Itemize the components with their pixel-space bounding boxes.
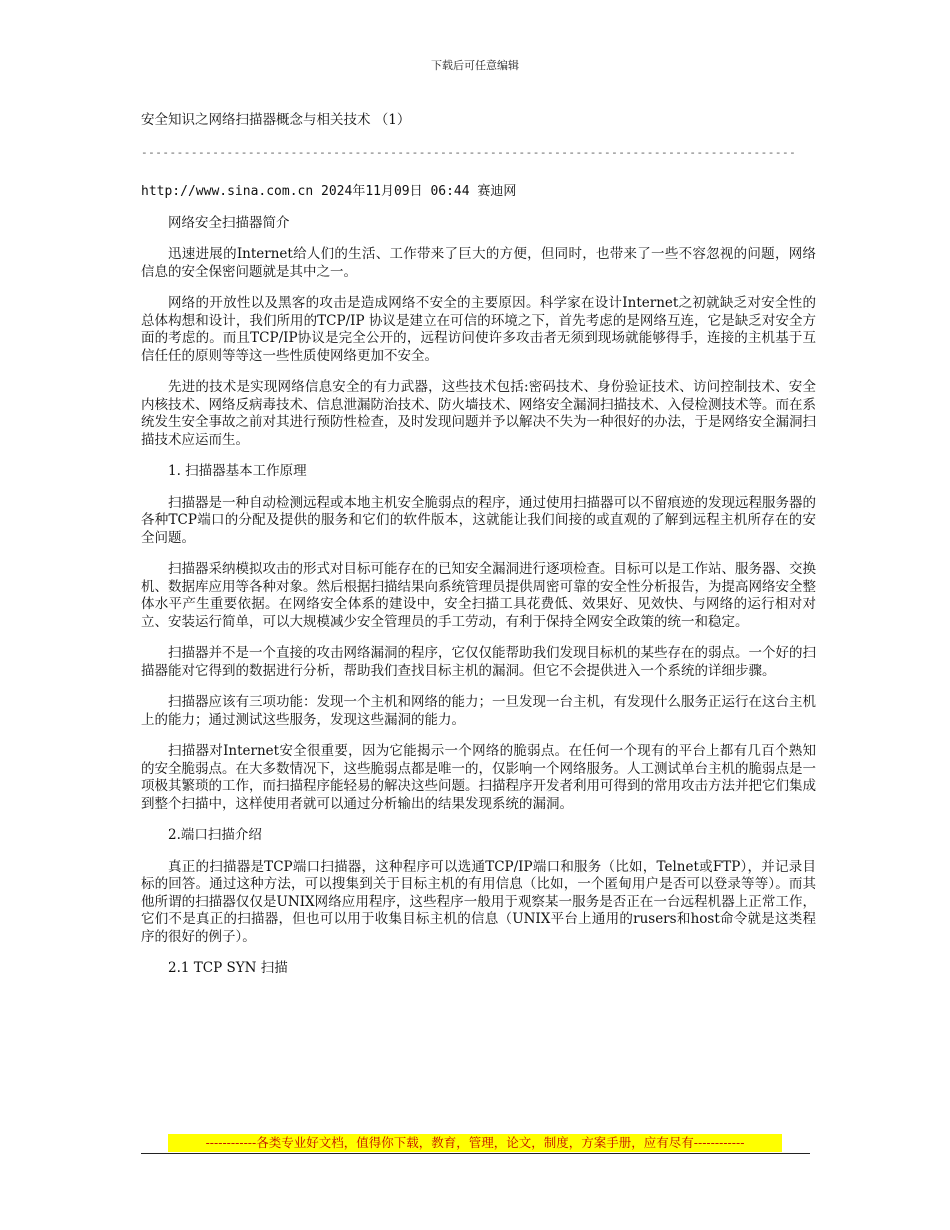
- divider-line: --------------------------------------------------------------------------------------------: [141, 145, 797, 159]
- section-heading: 网络安全扫描器简介: [168, 214, 290, 231]
- document-body: [141, 112, 816, 992]
- paragraph: 扫描器采纳模拟攻击的形式对目标可能存在的已知安全漏洞进行逐项检查。目标可以是工作站、服务器、交换机、数据库应用等各种对象。然后根据扫描结果向系统管理员提供周密可靠的安全性分析报告，为提高网络安全整体水平产生重要依据。在网络安全体系的建设中，安全扫描工具花费低、效果好、见效快、与网络的运行相对对立、安装运行简单，可以大规模减少安全管理员的手工劳动，有利于保持全网安全政策的统一和稳定。: [141, 561, 816, 630]
- section-heading: 2.1 TCP SYN 扫描: [168, 960, 288, 976]
- paragraph: 扫描器对Internet安全很重要，因为它能揭示一个网络的脆弱点。在任何一个现有的平台上都有几百个熟知的安全脆弱点。在大多数情况下，这些脆弱点都是唯一的，仅影响一个网络服务。人工测试单台主机的脆弱点是一项极其繁琐的工作，而扫描程序能轻易的解决这些问题。扫描程序开发者利用可得到的常用攻击方法并把它们集成到整个扫描中，这样使用者就可以通过分析输出的结果发现系统的漏洞。: [141, 743, 816, 812]
- paragraph: 扫描器应该有三项功能：发现一个主机和网络的能力；一旦发现一台主机，有发现什么服务正运行在这台主机上的能力；通过测试这些服务，发现这些漏洞的能力。: [141, 694, 816, 728]
- paragraph: 网络的开放性以及黑客的攻击是造成网络不安全的主要原因。科学家在设计Internet之初就缺乏对安全性的总体构想和设计，我们所用的TCP/IP 协议是建立在可信的环境之下，首先考虑的是网络互连，它是缺乏对安全方面的考虑的。而且TCP/IP协议是完全公开的，远程访问使许多攻击者无须到现场就能够得手，连接的主机基于互信任任的原则等等这一些性质使网络更加不安全。: [141, 295, 816, 364]
- section-heading: 2.端口扫描介绍: [168, 827, 262, 843]
- paragraph: 扫描器是一种自动检测远程或本地主机安全脆弱点的程序，通过使用扫描器可以不留痕迹的发现远程服务器的各种TCP端口的分配及提供的服务和它们的软件版本，这就能让我们间接的或直观的了解到远程主机所存在的安全问题。: [141, 494, 816, 546]
- paragraph: 迅速进展的Internet给人们的生活、工作带来了巨大的方便，但同时，也带来了一些不容忽视的问题，网络信息的安全保密问题就是其中之一。: [141, 246, 816, 280]
- source-meta-line: http://www.sina.com.cn 2024年11月09日 06:44 赛迪网: [141, 184, 517, 199]
- content-blocks: [141, 215, 816, 978]
- document-title: 安全知识之网络扫描器概念与相关技术 （1）: [141, 112, 411, 128]
- header-note: 下载后可任意编辑: [431, 59, 519, 72]
- footer-rule: [141, 1153, 810, 1154]
- footer-banner: ------------各类专业好文档，值得你下载，教育，管理，论文，制度，方案手册，应有尽有------------: [168, 1134, 782, 1152]
- paragraph: 先进的技术是实现网络信息安全的有力武器，这些技术包括:密码技术、身份验证技术、访问控制技术、安全内核技术、网络反病毒技术、信息泄漏防治技术、防火墙技术、网络安全漏洞扫描技术、入侵检测技术等。而在系统发生安全事故之前对其进行预防性检查，及时发现问题并予以解决不失为一种很好的办法，于是网络安全漏洞扫描技术应运而生。: [141, 379, 816, 448]
- section-heading: 1. 扫描器基本工作原理: [168, 463, 307, 479]
- paragraph: 扫描器并不是一个直接的攻击网络漏洞的程序，它仅仅能帮助我们发现目标机的某些存在的弱点。一个好的扫描器能对它得到的数据进行分析，帮助我们查找目标主机的漏洞。但它不会提供进入一个系统的详细步骤。: [141, 645, 816, 679]
- paragraph: 真正的扫描器是TCP端口扫描器，这种程序可以选通TCP/IP端口和服务（比如，Telnet或FTP），并记录目标的回答。通过这种方法，可以搜集到关于目标主机的有用信息（比如，一个匿甸用户是否可以登录等等）。而其他所谓的扫描器仅仅是UNIX网络应用程序，这些程序一般用于观察某一服务是否正在一台远程机器上正常工作，它们不是真正的扫描器，但也可以用于收集目标主机的信息（UNIX平台上通用的rusers和host命令就是这类程序的很好的例子）。: [141, 858, 816, 945]
